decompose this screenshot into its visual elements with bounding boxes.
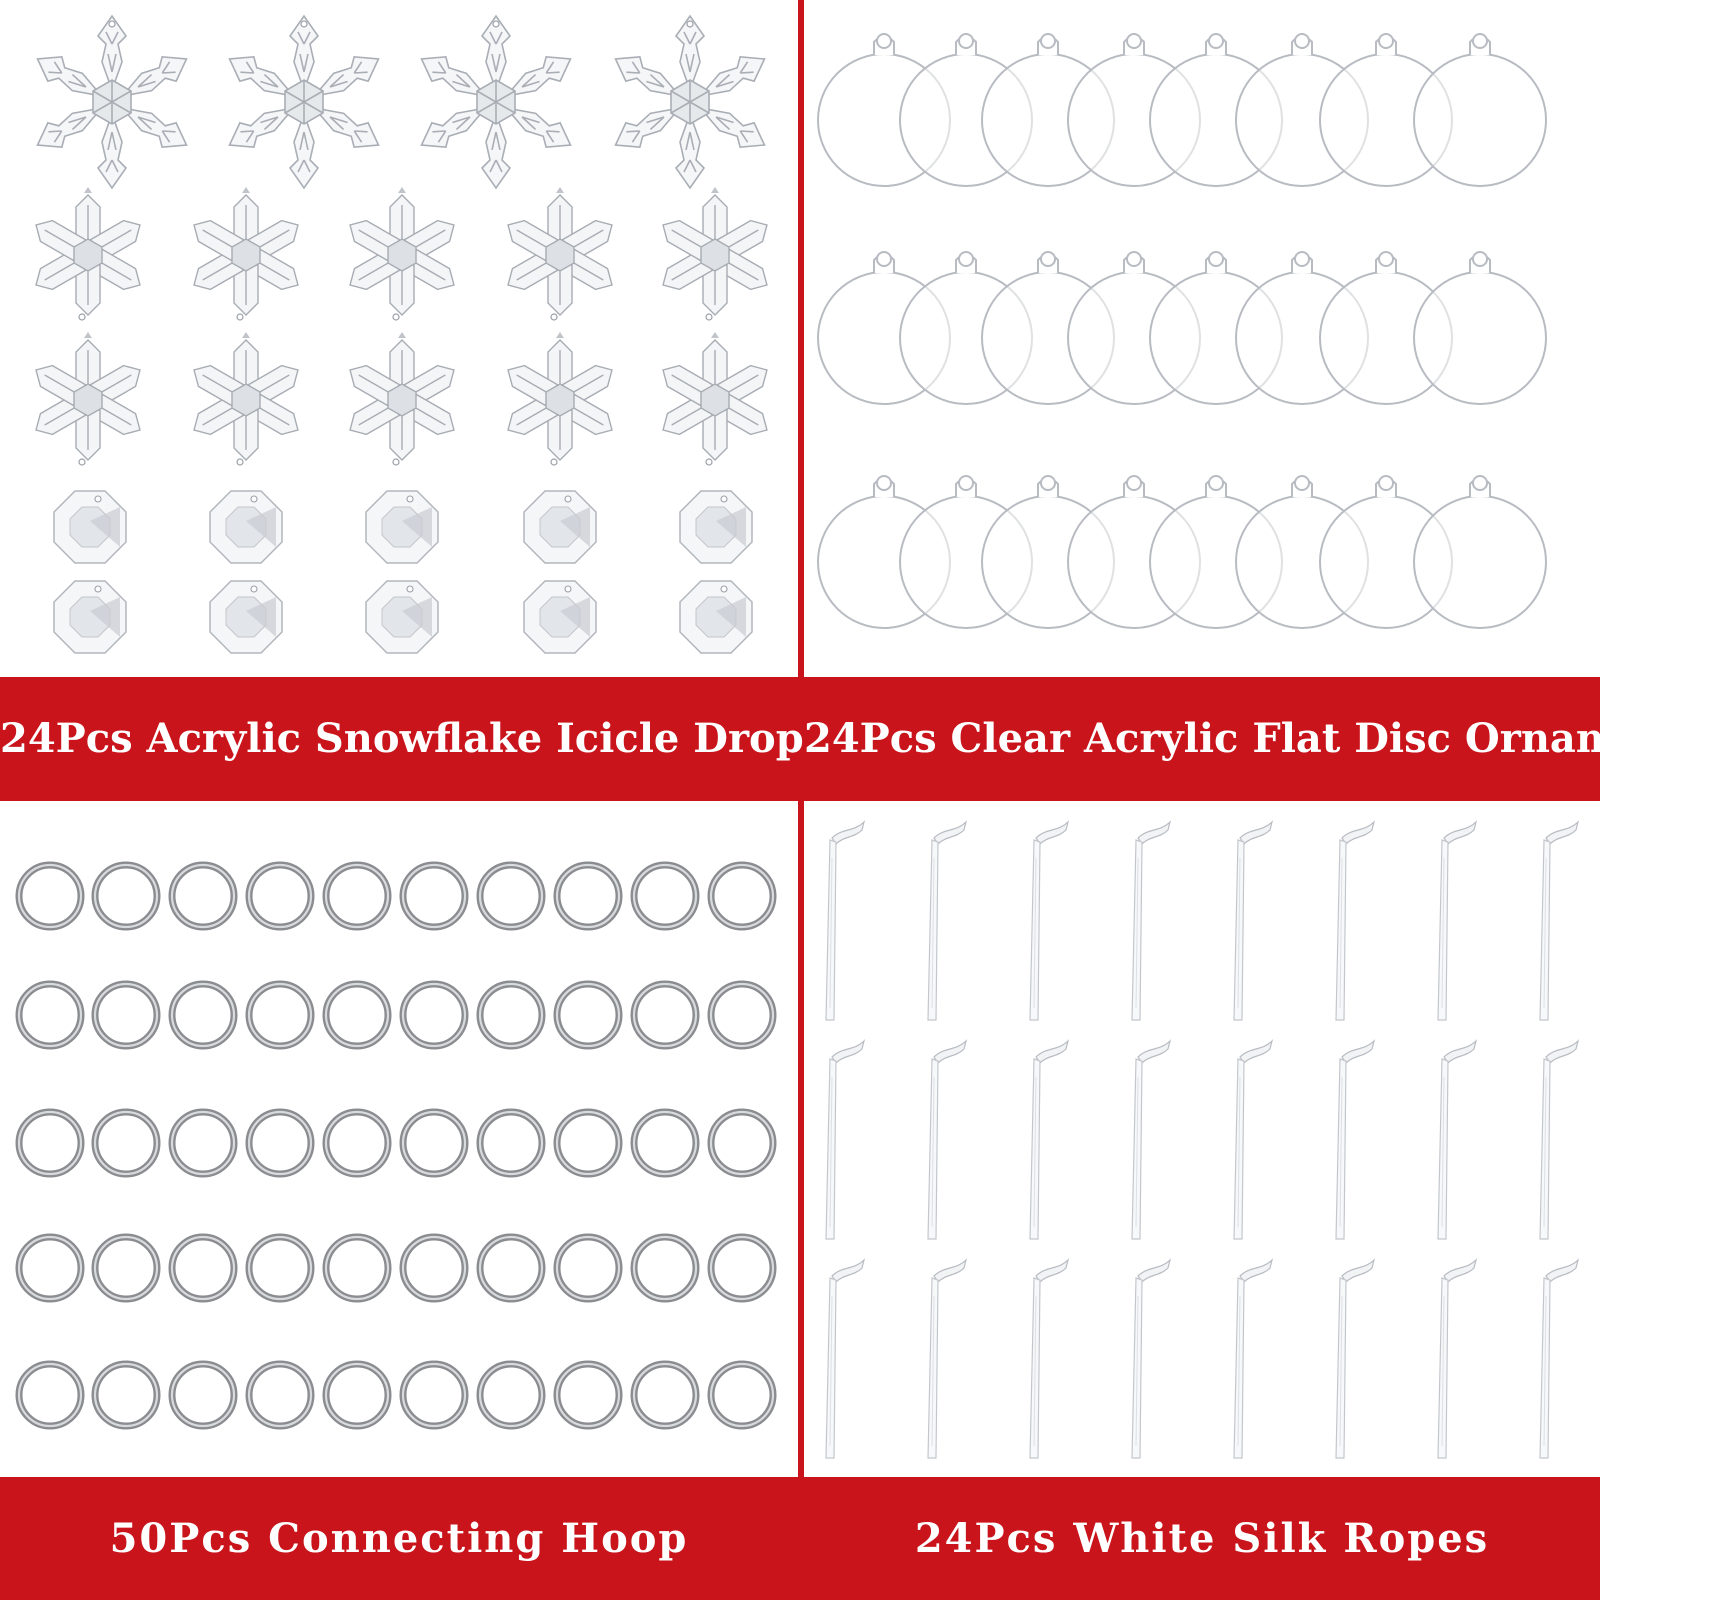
hoop-ring-icon	[19, 1237, 81, 1299]
silk-rope-icon	[1438, 1260, 1476, 1458]
snowflake-icon	[30, 332, 146, 465]
hoop-ring-icon	[711, 1237, 773, 1299]
silk-rope-icon	[1234, 1041, 1272, 1239]
hoop-ring-icon	[326, 1112, 388, 1174]
silk-rope-icon	[1132, 1041, 1170, 1239]
hoop-ring-icon	[557, 865, 619, 927]
connecting-hoop-grid	[19, 865, 773, 1426]
snowflake-icon	[188, 187, 304, 320]
silk-rope-icon	[1030, 1260, 1068, 1458]
snowflake-icon	[502, 332, 618, 465]
hoop-ring-icon	[326, 984, 388, 1046]
hoop-ring-icon	[249, 1237, 311, 1299]
hoop-ring-icon	[95, 1237, 157, 1299]
disc-ornament-icon	[1414, 252, 1546, 404]
hoop-ring-icon	[557, 1112, 619, 1174]
hoop-ring-icon	[95, 1364, 157, 1426]
silk-rope-icon	[1336, 1260, 1374, 1458]
hoop-ring-icon	[249, 984, 311, 1046]
caption-connecting-hoop: 50Pcs Connecting Hoop	[109, 1515, 689, 1562]
octagon-crystal-icon	[54, 491, 126, 563]
octagon-crystal-icon	[210, 491, 282, 563]
silk-rope-icon	[1336, 822, 1374, 1020]
caption-banner-top	[0, 677, 1714, 801]
silk-rope-icon	[928, 822, 966, 1020]
silk-rope-icon	[1030, 822, 1068, 1020]
hoop-ring-icon	[480, 1364, 542, 1426]
silk-rope-icon	[1540, 822, 1578, 1020]
hoop-ring-icon	[480, 1112, 542, 1174]
hoop-row	[19, 1237, 773, 1299]
silk-rope-icon	[1030, 1041, 1068, 1239]
hoop-ring-icon	[711, 1364, 773, 1426]
caption-snowflake-icicle-drop: 24Pcs Acrylic Snowflake Icicle Drop	[0, 715, 804, 762]
hoop-row	[19, 1112, 773, 1174]
snowflake-icon	[609, 16, 772, 188]
hoop-ring-icon	[403, 984, 465, 1046]
hoop-ring-icon	[711, 865, 773, 927]
caption-flat-disc-ornaments: 24Pcs Clear Acrylic Flat Disc Ornaments	[804, 715, 1714, 762]
hoop-ring-icon	[249, 1364, 311, 1426]
silk-rope-icon	[826, 1041, 864, 1239]
silk-rope-icon	[1540, 1260, 1578, 1458]
hoop-ring-icon	[403, 1364, 465, 1426]
disc-ornament-grid	[818, 34, 1546, 628]
hoop-ring-icon	[634, 984, 696, 1046]
silk-rope-icon	[826, 822, 864, 1020]
hoop-ring-icon	[634, 1237, 696, 1299]
octagon-crystal-icon	[524, 491, 596, 563]
hoop-ring-icon	[480, 984, 542, 1046]
caption-white-silk-ropes: 24Pcs White Silk Ropes	[914, 1515, 1490, 1562]
silk-rope-icon	[928, 1041, 966, 1239]
panel-divider-bottom	[798, 800, 804, 1477]
snowflake-icon	[502, 187, 618, 320]
disc-ornament-icon	[1414, 34, 1546, 186]
hoop-ring-icon	[172, 1112, 234, 1174]
silk-rope-icon	[1540, 1041, 1578, 1239]
silk-rope-icon	[1132, 822, 1170, 1020]
hoop-ring-icon	[634, 1112, 696, 1174]
snowflake-drop-grid	[30, 16, 773, 653]
hoop-ring-icon	[326, 1364, 388, 1426]
hoop-ring-icon	[172, 865, 234, 927]
snowflake-icon	[31, 16, 194, 188]
hoop-ring-icon	[249, 1112, 311, 1174]
hoop-ring-icon	[95, 1112, 157, 1174]
silk-rope-icon	[1234, 1260, 1272, 1458]
hoop-ring-icon	[19, 1364, 81, 1426]
snowflake-icon	[657, 187, 773, 320]
octagon-crystal-icon	[524, 581, 596, 653]
silk-rope-icon	[1336, 1041, 1374, 1239]
disc-ornament-icon	[1414, 476, 1546, 628]
hoop-row	[19, 1364, 773, 1426]
hoop-ring-icon	[557, 1364, 619, 1426]
silk-rope-icon	[1438, 1041, 1476, 1239]
hoop-row	[19, 865, 773, 927]
hoop-ring-icon	[403, 1237, 465, 1299]
hoop-ring-icon	[557, 1237, 619, 1299]
hoop-ring-icon	[634, 1364, 696, 1426]
snowflake-icon	[30, 187, 146, 320]
octagon-crystal-icon	[680, 581, 752, 653]
hoop-ring-icon	[634, 865, 696, 927]
snowflake-icon	[344, 332, 460, 465]
octagon-crystal-icon	[366, 581, 438, 653]
snowflake-icon	[188, 332, 304, 465]
hoop-ring-icon	[19, 984, 81, 1046]
snowflake-icon	[415, 16, 578, 188]
hoop-ring-icon	[326, 865, 388, 927]
caption-banner-bottom	[0, 1477, 1600, 1600]
hoop-ring-icon	[403, 1112, 465, 1174]
hoop-ring-icon	[95, 984, 157, 1046]
hoop-ring-icon	[557, 984, 619, 1046]
panel-divider-top	[798, 0, 804, 677]
octagon-crystal-icon	[680, 491, 752, 563]
snowflake-icon	[657, 332, 773, 465]
hoop-ring-icon	[249, 865, 311, 927]
silk-rope-grid	[826, 822, 1578, 1458]
silk-rope-icon	[1438, 822, 1476, 1020]
hoop-ring-icon	[95, 865, 157, 927]
hoop-ring-icon	[711, 984, 773, 1046]
hoop-ring-icon	[19, 1112, 81, 1174]
silk-rope-icon	[826, 1260, 864, 1458]
hoop-ring-icon	[711, 1112, 773, 1174]
snowflake-icon	[223, 16, 386, 188]
hoop-ring-icon	[326, 1237, 388, 1299]
silk-rope-icon	[1132, 1260, 1170, 1458]
hoop-ring-icon	[172, 1364, 234, 1426]
octagon-crystal-icon	[210, 581, 282, 653]
hoop-row	[19, 984, 773, 1046]
octagon-crystal-icon	[366, 491, 438, 563]
hoop-ring-icon	[172, 1237, 234, 1299]
hoop-ring-icon	[480, 865, 542, 927]
snowflake-icon	[344, 187, 460, 320]
hoop-ring-icon	[19, 865, 81, 927]
silk-rope-icon	[928, 1260, 966, 1458]
hoop-ring-icon	[480, 1237, 542, 1299]
hoop-ring-icon	[172, 984, 234, 1046]
hoop-ring-icon	[403, 865, 465, 927]
octagon-crystal-icon	[54, 581, 126, 653]
silk-rope-icon	[1234, 822, 1272, 1020]
